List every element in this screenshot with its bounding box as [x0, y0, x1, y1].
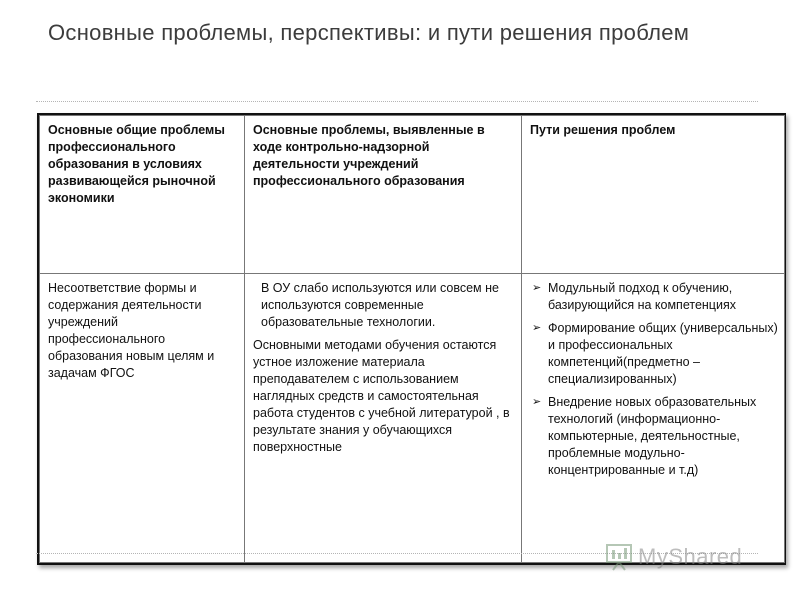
watermark-text: MyShared — [638, 544, 743, 569]
watermark-logo — [604, 542, 742, 572]
header-solutions: Пути решения проблем — [522, 116, 785, 274]
arrow-bullet-icon: ➢ — [532, 322, 542, 334]
table-header-row — [40, 116, 785, 274]
table-row — [40, 274, 785, 563]
identified-problem-2: Основными методами обучения остаются устное изложение материала преподавателем с использованием наглядных средств и самостоятельная работа студентов с учебной литературой , в результате знания у обучающихся поверхностные — [253, 338, 510, 454]
list-item — [530, 394, 778, 479]
header-identified-problems: Основные проблемы, выявленные в ходе контрольно-надзорной деятельности учреждений профессионального образования — [245, 116, 522, 274]
list-item — [530, 280, 778, 314]
cell-identified-problems — [245, 274, 522, 563]
identified-problem-1: В ОУ слабо используются или совсем не используются современные образовательные технологии. — [261, 281, 499, 329]
cell-general-problem: Несоответствие формы и содержания деятельности учреждений профессионального образования новым целям и задачам ФГОС — [40, 274, 245, 563]
cell-solutions — [522, 274, 785, 563]
arrow-bullet-icon: ➢ — [532, 396, 542, 408]
solution-text: Модульный подход к обучению, базирующийся на компетенциях — [548, 281, 736, 312]
list-item — [530, 320, 778, 388]
slide-title: Основные проблемы, перспективы: и пути решения проблем — [48, 20, 690, 45]
solutions-list — [530, 280, 778, 479]
top-divider — [36, 101, 758, 102]
solution-text: Формирование общих (универсальных) и профессиональных компетенций(предметно – специализированных) — [548, 321, 778, 386]
arrow-bullet-icon: ➢ — [532, 282, 542, 294]
presentation-board-icon — [604, 542, 634, 572]
problems-table — [37, 113, 786, 565]
solution-text: Внедрение новых образовательных технологий (информационно-компьютерные, деятельностные, проблемные модульно-концентрированные и т.д) — [548, 395, 757, 477]
header-general-problems: Основные общие проблемы профессионального образования в условиях развивающейся рыночной экономики — [40, 116, 245, 274]
